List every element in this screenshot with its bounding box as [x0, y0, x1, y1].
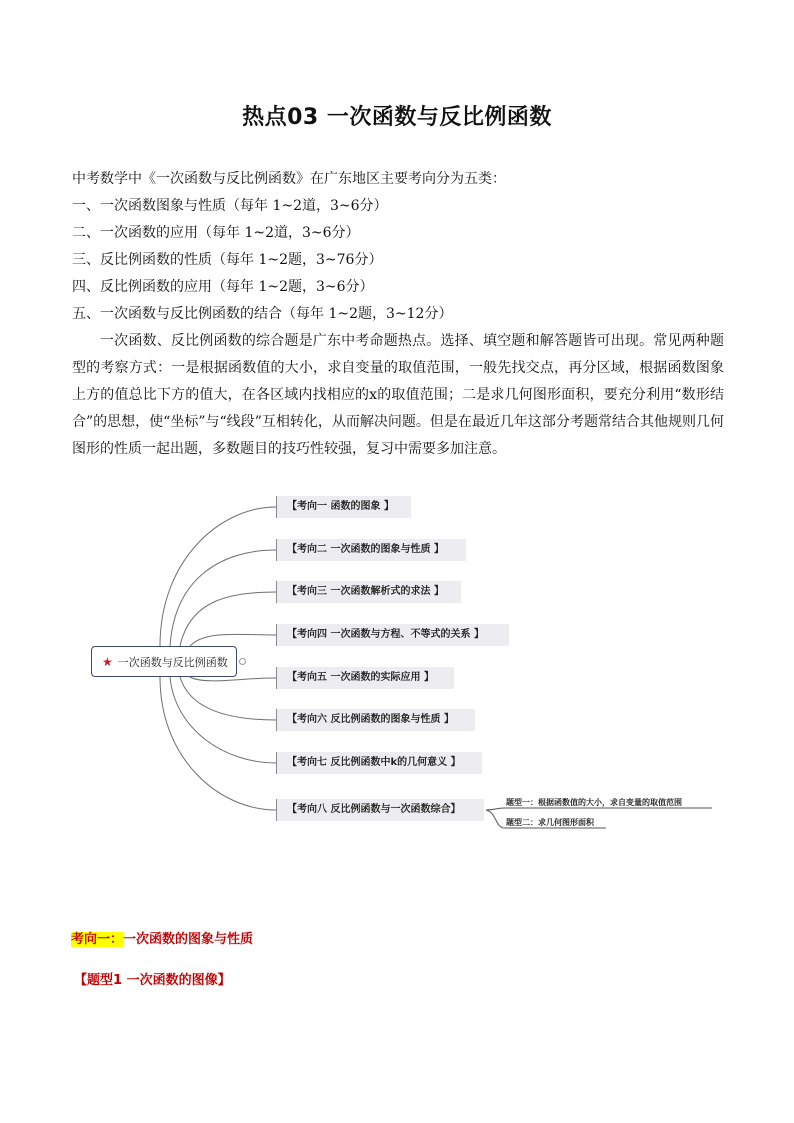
connector-line	[180, 677, 276, 720]
mindmap-branch-node[interactable]: 【考向七 反比例函数中k的几何意义 】	[276, 752, 482, 774]
connector-line	[190, 634, 276, 646]
mindmap-branch-node[interactable]: 【考向四 一次函数与方程、不等式的关系 】	[276, 624, 509, 646]
sub-connector-line	[486, 808, 712, 810]
intro-item: 五、一次函数与反比例函数的结合（每年 1~2题，3~12分）	[72, 306, 453, 322]
intro-item: 三、反比例函数的性质（每年 1~2题，3~76分）	[72, 252, 383, 268]
root-label: 一次函数与反比例函数	[117, 655, 228, 669]
collapse-toggle[interactable]	[239, 658, 246, 665]
connector-line	[190, 677, 276, 681]
section-heading-highlight: 考向一：	[71, 932, 124, 947]
section-heading-text: 一次函数的图象与性质	[123, 932, 254, 947]
connector-line	[180, 592, 276, 646]
mindmap-branch-node[interactable]: 【考向八 反比例函数与一次函数综合】	[276, 799, 484, 821]
connector-line	[160, 507, 276, 646]
intro-paragraph: 一次函数、反比例函数的综合题是广东中考命题热点。选择、填空题和解答题皆可出现。常见两种题型的考察方式：一是根据函数值的大小，求自变量的取值范围，一般先找交点，再分区域，根据函数图象上方的值总比下方的值大，在各区域内找相应的x的取值范围；二是求几何图形面积，要充分利用“数形结合”的思想，使“坐标”与“线段”互相转化，从而解决问题。但是在最近几年这部分考题常结合其他规则几何图形的性质一起出题，多数题目的技巧性较强，复习中需要多加注意。	[72, 333, 724, 457]
page-title: 热点03 一次函数与反比例函数	[242, 105, 552, 130]
intro-lead: 中考数学中《一次函数与反比例函数》在广东地区主要考向分为五类：	[72, 171, 506, 187]
intro-item: 一、一次函数图象与性质（每年 1~2道，3~6分）	[72, 198, 388, 214]
mindmap-branch-node[interactable]: 【考向五 一次函数的实际应用 】	[276, 667, 454, 689]
mindmap-branch-node[interactable]: 【考向三 一次函数解析式的求法 】	[276, 581, 461, 603]
mindmap-branch-node[interactable]: 【考向一 函数的图象 】	[276, 496, 411, 518]
mindmap-root-node[interactable]	[91, 646, 237, 677]
mindmap-sub-node[interactable]: 题型一：根据函数值的大小，求自变量的取值范围	[506, 798, 682, 807]
intro-item: 四、反比例函数的应用（每年 1~2题，3~6分）	[72, 279, 374, 295]
mindmap-branch-node[interactable]: 【考向六 反比例函数的图象与性质 】	[276, 709, 475, 731]
type-heading: 【题型1 一次函数的图像】	[74, 973, 231, 988]
connector-line	[160, 677, 276, 810]
mindmap-branch-node[interactable]: 【考向二 一次函数的图象与性质 】	[276, 539, 466, 561]
intro-item: 二、一次函数的应用（每年 1~2道，3~6分）	[72, 225, 360, 241]
star-icon: ★	[102, 654, 113, 669]
section-heading	[71, 928, 253, 947]
mindmap-sub-node[interactable]: 题型二：求几何图形面积	[506, 818, 594, 827]
